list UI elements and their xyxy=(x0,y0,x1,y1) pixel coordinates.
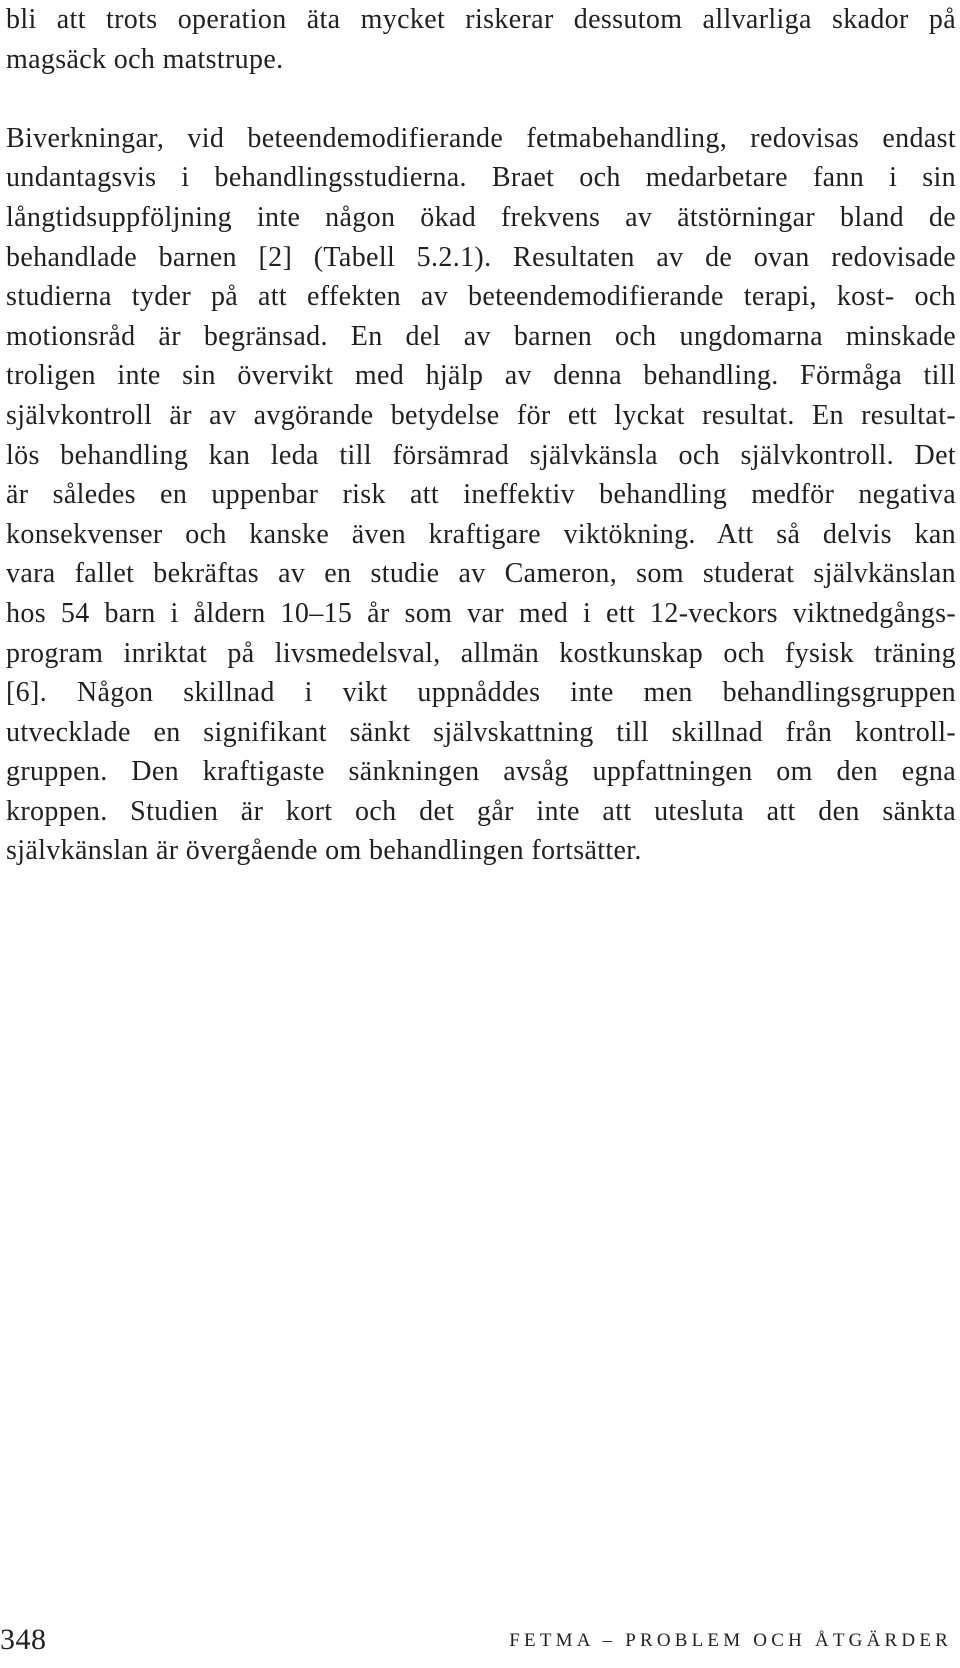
body-text xyxy=(6,0,956,871)
text-line: bli att trots operation äta mycket riskerar dessutom allvarliga skador på xyxy=(6,4,956,35)
text-line: långtidsuppföljning inte någon ökad frekvens av ätstörningar bland de xyxy=(6,201,956,233)
text-line: [6]. Någon skillnad i vikt uppnåddes inte men behandlingsgruppen xyxy=(6,677,956,709)
text-line: troligen inte sin övervikt med hjälp av denna behandling. Förmåga till xyxy=(6,360,956,392)
text-line: behandlade barnen [2] (Tabell 5.2.1). Resultaten av de ovan redovisade xyxy=(6,241,956,273)
text-line: studierna tyder på att effekten av beteendemodifierande terapi, kost- och xyxy=(6,281,956,313)
running-head: FETMA – PROBLEM OCH ÅTGÄRDER xyxy=(509,1630,952,1651)
text-line: undantagsvis i behandlingsstudierna. Braet och medarbetare fann i sin xyxy=(6,162,956,194)
text-line: utvecklade en signifikant sänkt självskattning till skillnad från kontroll- xyxy=(6,716,956,748)
text-line: magsäck och matstrupe. xyxy=(6,43,284,75)
text-line: konsekvenser och kanske även kraftigare viktökning. Att så delvis kan xyxy=(6,518,956,550)
text-line: självkänslan är övergående om behandlingen fortsätter. xyxy=(6,835,642,867)
text-line: lös behandling kan leda till försämrad självkänsla och självkontroll. Det xyxy=(6,439,956,471)
text-line: självkontroll är av avgörande betydelse för ett lyckat resultat. En resultat- xyxy=(6,399,956,431)
text-line: program inriktat på livsmedelsval, allmän kostkunskap och fysisk träning xyxy=(6,637,956,669)
text-line: är således en uppenbar risk att ineffektiv behandling medför negativa xyxy=(6,479,956,511)
text-line: hos 54 barn i åldern 10–15 år som var med i ett 12-veckors viktnedgångs- xyxy=(6,597,956,629)
text-line: Biverkningar, vid beteendemodifierande fetmabehandling, redovisas endast xyxy=(6,122,956,154)
text-line: gruppen. Den kraftigaste sänkningen avsåg uppfattningen om den egna xyxy=(6,756,956,788)
text-line: vara fallet bekräftas av en studie av Cameron, som studerat självkänslan xyxy=(6,558,956,590)
paragraph-2 xyxy=(6,119,956,871)
paragraph-gap xyxy=(6,79,956,119)
text-line: motionsråd är begränsad. En del av barnen och ungdomarna minskade xyxy=(6,320,956,352)
paragraph-1 xyxy=(6,0,956,79)
text-line: kroppen. Studien är kort och det går inte att utesluta att den sänkta xyxy=(6,795,956,827)
page-number: 348 xyxy=(0,1623,47,1656)
